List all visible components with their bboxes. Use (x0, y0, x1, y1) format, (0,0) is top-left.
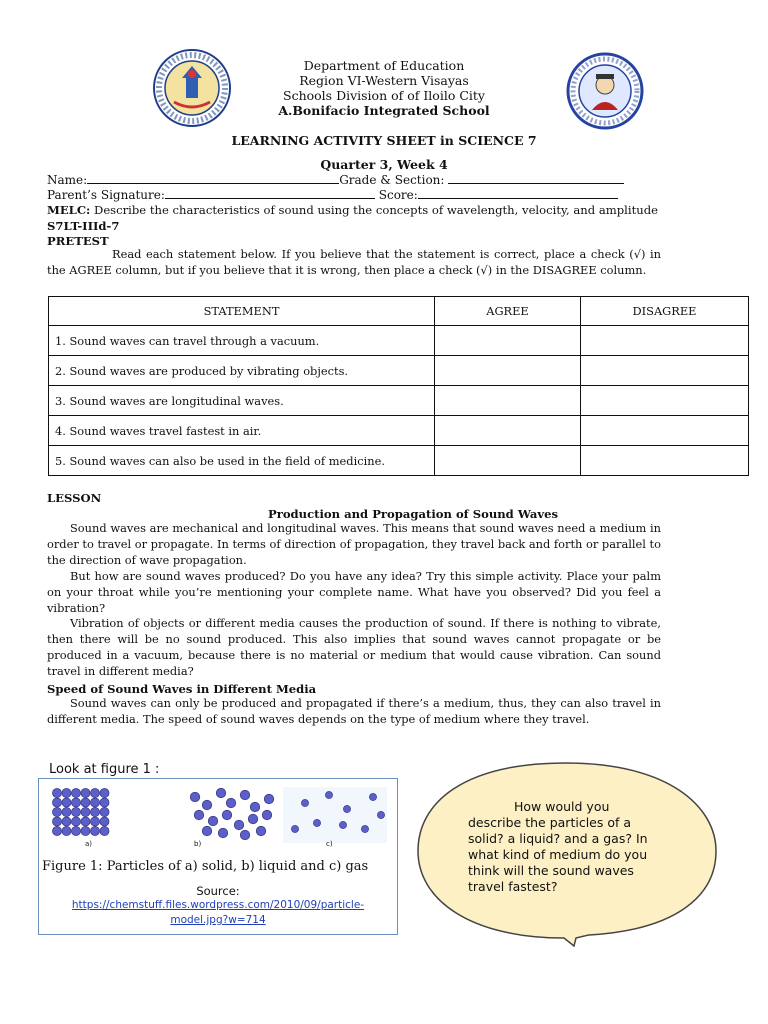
solid-particle (71, 817, 80, 826)
liquid-particle (250, 802, 260, 812)
lesson-body-2 (47, 696, 661, 728)
solid-particle (52, 826, 61, 835)
liquid-particle (218, 828, 228, 838)
name-label: Name: (47, 173, 88, 187)
source-url-line-2: model.jpg?w=714 (170, 914, 266, 926)
gas-particle (339, 821, 346, 828)
source-url[interactable] (39, 898, 397, 928)
liquid-particle (190, 792, 200, 802)
col-disagree: DISAGREE (581, 297, 749, 326)
lesson-paragraph-3: Vibration of objects or different media causes the production of sound. If there is nothing to vibrate, then there will be no sound produced. This also implies that sound waves cannot propagate or be produced in a vacuum, because there is no material or medium that would cause vibration. Can sound travel in different media? (47, 616, 661, 679)
solid-particle (81, 798, 90, 807)
solid-particle (90, 807, 99, 816)
school-header (0, 58, 768, 118)
solid-particle (62, 798, 71, 807)
header-region: Region VI-Western Visayas (299, 73, 469, 88)
melc-label: MELC: (47, 203, 91, 217)
liquid-particle (240, 790, 250, 800)
melc (47, 203, 658, 217)
liquid-particle (240, 830, 250, 840)
agree-cell-2[interactable] (435, 356, 581, 386)
liquid-particle (202, 826, 212, 836)
statement-4: 4. Sound waves travel fastest in air. (49, 416, 435, 446)
bubble-question: How would you describe the particles of a solid? a liquid? and a gas? In what kind of medium do you think will the sound waves travel fastest? (468, 799, 648, 894)
disagree-cell-5[interactable] (581, 446, 749, 476)
solid-particle (100, 817, 109, 826)
gas-particle (369, 793, 376, 800)
pretest-heading: PRETEST (47, 234, 109, 248)
liquid-particle (216, 788, 226, 798)
liquid-particle (264, 794, 274, 804)
statement-5: 5. Sound waves can also be used in the field of medicine. (49, 446, 435, 476)
quarter-week: Quarter 3, Week 4 (320, 157, 448, 172)
solid-particle (62, 826, 71, 835)
parent-signature-field[interactable] (165, 188, 375, 199)
lesson-paragraph-2: But how are sound waves produced? Do you have any idea? Try this simple activity. Place your palm on your throat while you’re mentioning your complete name. What have you observed? Did you feel a vibration? (47, 568, 661, 615)
gas-particle (313, 819, 320, 826)
solid-particle (71, 788, 80, 797)
solid-particle (71, 826, 80, 835)
speed-subheading: Speed of Sound Waves in Different Media (47, 682, 317, 696)
signature-score-row (47, 188, 618, 202)
liquid-particle (248, 814, 258, 824)
figure-1-box (38, 778, 398, 935)
liquid-particle (202, 800, 212, 810)
disagree-cell-3[interactable] (581, 386, 749, 416)
lesson-paragraph-1: Sound waves are mechanical and longitudinal waves. This means that sound waves need a medium in order to travel or propagate. In terms of direction of propagation, they travel back and forth or parallel to the direction of wave propagation. (47, 521, 661, 567)
solid-particle (71, 798, 80, 807)
grade-section-label: Grade & Section: (339, 173, 445, 187)
solid-particle (81, 826, 90, 835)
disagree-cell-2[interactable] (581, 356, 749, 386)
solid-particle (100, 826, 109, 835)
disagree-cell-1[interactable] (581, 326, 749, 356)
solid-particle (62, 807, 71, 816)
agree-cell-1[interactable] (435, 326, 581, 356)
statement-3: 3. Sound waves are longitudinal waves. (49, 386, 435, 416)
gas-particle (301, 799, 308, 806)
liquid-particle (234, 820, 244, 830)
pretest-table (48, 296, 749, 476)
pretest-instructions-text: Read each statement below. If you believe that the statement is correct, place a check (√) in the AGREE column, but if you believe that it is wrong, then place a check (√) in the DISAGREE column. (47, 247, 661, 277)
agree-cell-3[interactable] (435, 386, 581, 416)
liquid-particle (208, 816, 218, 826)
table-row (49, 326, 749, 356)
gas-particle (325, 791, 332, 798)
lesson-heading: LESSON (47, 491, 102, 505)
liquid-particle (262, 810, 272, 820)
header-school: A.Bonifacio Integrated School (278, 103, 490, 118)
statement-1: 1. Sound waves can travel through a vacuum. (49, 326, 435, 356)
solid-particle (52, 798, 61, 807)
melc-code: S7LT-IIId-7 (47, 219, 120, 233)
solid-particle (100, 798, 109, 807)
lesson-body (47, 521, 661, 680)
solid-particle (81, 788, 90, 797)
source-url-line-1: https://chemstuff.files.wordpress.com/2010/09/particle- (71, 899, 365, 911)
solid-particle (52, 817, 61, 826)
figure-lead: Look at figure 1 : (49, 762, 160, 777)
liquid-particle (194, 810, 204, 820)
melc-text: Describe the characteristics of sound using the concepts of wavelength, velocity, and amplitude (90, 203, 658, 217)
col-agree: AGREE (435, 297, 581, 326)
header-division: Schools Division of of Iloilo City (283, 88, 485, 103)
sheet-title: LEARNING ACTIVITY SHEET in SCIENCE 7 (231, 133, 537, 148)
solid-particle (90, 826, 99, 835)
agree-cell-5[interactable] (435, 446, 581, 476)
particle-model-illustration (47, 785, 387, 849)
solid-particle (90, 798, 99, 807)
solid-particle (100, 788, 109, 797)
solid-particle (62, 788, 71, 797)
table-row (49, 446, 749, 476)
name-field[interactable] (87, 173, 339, 184)
source-label: Source: (196, 884, 240, 898)
liquid-particle (256, 826, 266, 836)
table-row (49, 356, 749, 386)
solid-particle (81, 807, 90, 816)
solid-particle (62, 817, 71, 826)
solid-particle (71, 807, 80, 816)
table-header-row (49, 297, 749, 326)
table-row (49, 416, 749, 446)
liquid-particle (222, 810, 232, 820)
score-label: Score: (378, 188, 418, 202)
solid-particle (90, 817, 99, 826)
table-row (49, 386, 749, 416)
gas-particle (377, 811, 384, 818)
figure-caption: Figure 1: Particles of a) solid, b) liquid and c) gas (42, 859, 369, 874)
name-grade-row (47, 173, 624, 187)
grade-section-field[interactable] (448, 173, 624, 184)
col-statement: STATEMENT (49, 297, 435, 326)
solid-particle (90, 788, 99, 797)
label-c: c) (326, 840, 333, 848)
parent-signature-label: Parent’s Signature: (47, 188, 165, 202)
label-a: a) (85, 840, 93, 848)
solid-particle (52, 788, 61, 797)
gas-particle (343, 805, 350, 812)
gas-particle (361, 825, 368, 832)
score-field[interactable] (418, 188, 618, 199)
agree-cell-4[interactable] (435, 416, 581, 446)
statement-2: 2. Sound waves are produced by vibrating objects. (49, 356, 435, 386)
gas-particle (291, 825, 298, 832)
lesson-title: Production and Propagation of Sound Waves (268, 507, 558, 521)
label-b: b) (194, 840, 202, 848)
solid-particle (100, 807, 109, 816)
solid-particle (81, 817, 90, 826)
solid-particle (52, 807, 61, 816)
pretest-instructions (47, 247, 661, 279)
lesson-paragraph-4: Sound waves can only be produced and propagated if there’s a medium, thus, they can also travel in different media. The speed of sound waves depends on the type of medium where they travel. (47, 696, 661, 726)
header-department: Department of Education (303, 58, 465, 73)
liquid-particle (226, 798, 236, 808)
disagree-cell-4[interactable] (581, 416, 749, 446)
